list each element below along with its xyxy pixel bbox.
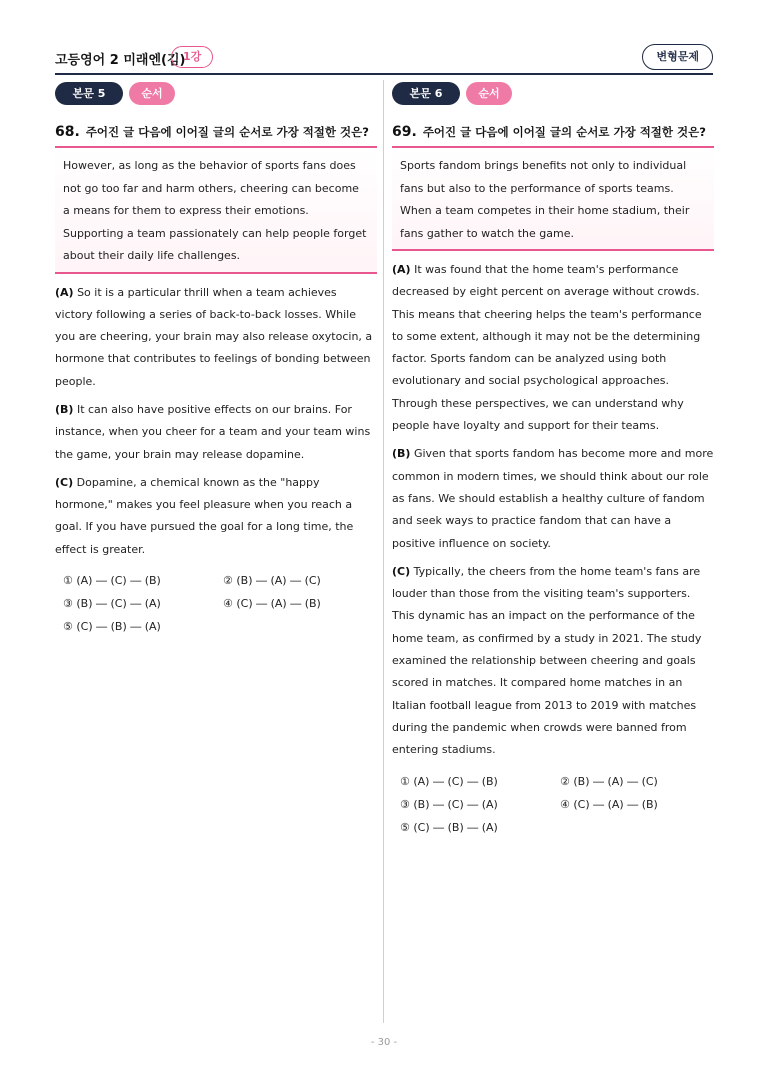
choice-4[interactable]: ④ (C) ― (A) ― (B): [560, 797, 658, 811]
paragraph-label: (B): [392, 447, 411, 461]
choice-3[interactable]: ③ (B) ― (C) ― (A): [400, 797, 498, 811]
paragraph-b: [55, 399, 377, 466]
choice-5[interactable]: ⑤ (C) ― (B) ― (A): [400, 820, 498, 834]
tag-row: [55, 82, 377, 106]
choice-row: [63, 569, 377, 592]
question-text: 주어진 글 다음에 이어질 글의 순서로 가장 적절한 것은?: [85, 125, 369, 139]
question-heading: [392, 124, 714, 142]
paragraph-b: [392, 443, 714, 554]
paragraph-a: [55, 282, 377, 393]
paragraph-text: It was found that the home team's performance decreased by eight percent on average without crowds. This means that cheering helps the team's performance to some extent, although it may not be the determining factor. Sports fandom can be analyzed using both evolutionary and social psychological approaches. Through these perspectives, we can understand why people have loyalty and support for their teams.: [392, 263, 702, 433]
paragraph-label: (C): [55, 475, 74, 489]
paragraph-a: [392, 259, 714, 437]
choice-row: [63, 615, 377, 638]
choice-1[interactable]: ① (A) ― (C) ― (B): [400, 774, 498, 788]
book-title: 고등영어 2 미래엔(김): [55, 53, 186, 68]
passage-tag: 본문 5: [55, 82, 123, 105]
paragraph-label: (A): [55, 285, 74, 299]
answer-choices: [55, 569, 377, 638]
order-type-tag: 순서: [466, 82, 512, 105]
choice-1[interactable]: ① (A) ― (C) ― (B): [63, 574, 161, 588]
question-69-column: [392, 82, 714, 839]
paragraph-label: (A): [392, 263, 411, 276]
paragraph-list: [55, 282, 377, 562]
given-passage-box: [55, 146, 377, 274]
page-header: [55, 42, 713, 74]
lesson-badge: 1강: [171, 46, 213, 68]
given-passage-text: However, as long as the behavior of sports fans does not go too far and harm others, cheering can become a means for them to express their emotions. Supporting a team passionately can help people forget about their daily life challenges.: [63, 159, 367, 262]
paragraph-list: [392, 259, 714, 762]
choice-2[interactable]: ② (B) ― (A) ― (C): [560, 774, 658, 788]
paragraph-text: Dopamine, a chemical known as the "happy hormone," makes you feel pleasure when you reach a goal. If you have pursued the goal for a long time, the effect is greater.: [55, 475, 354, 556]
header-rule: [55, 73, 713, 75]
choice-5[interactable]: ⑤ (C) ― (B) ― (A): [63, 620, 161, 634]
question-68-column: [55, 82, 377, 638]
choice-row: [63, 592, 377, 615]
question-number: 68.: [55, 124, 80, 140]
paragraph-text: Given that sports fandom has become more and more common in modern times, we should think about our role as fans. We should establish a healthy culture of fandom and seek ways to practice fandom that can have a positive influence on society.: [392, 447, 714, 550]
tag-row: [392, 82, 714, 106]
question-type-badge: 변형문제: [642, 44, 713, 70]
question-text: 주어진 글 다음에 이어질 글의 순서로 가장 적절한 것은?: [422, 125, 706, 139]
given-passage-text: Sports fandom brings benefits not only to individual fans but also to the performance of sports teams. When a team competes in their home stadium, their fans gather to watch the game.: [400, 159, 690, 240]
column-divider: [383, 80, 384, 1023]
question-number: 69.: [392, 124, 417, 140]
choice-row: [400, 816, 714, 839]
given-passage-box: [392, 146, 714, 251]
paragraph-text: Typically, the cheers from the home team's fans are louder than those from the visiting team's supporters. This dynamic has an impact on the performance of the home team, as confirmed by a study in 2021. The study examined the relationship between cheering and goals scored in matches. It compared home matches in an Italian football league from 2013 to 2019 with matches during the pandemic when crowds were banned from entering stadiums.: [392, 564, 702, 757]
choice-4[interactable]: ④ (C) ― (A) ― (B): [223, 597, 321, 611]
page-number: - 30 -: [370, 1037, 398, 1048]
question-heading: [55, 124, 377, 142]
choice-row: [400, 793, 714, 816]
paragraph-text: It can also have positive effects on our brains. For instance, when you cheer for a team and your team wins the game, your brain may release dopamine.: [55, 402, 371, 461]
paragraph-text: So it is a particular thrill when a team achieves victory following a series of back-to-back losses. While you are cheering, your brain may also release oxytocin, a hormone that contributes to feelings of bonding between people.: [55, 285, 373, 388]
paragraph-c: [392, 561, 714, 762]
choice-row: [400, 770, 714, 793]
passage-tag: 본문 6: [392, 82, 460, 105]
choice-2[interactable]: ② (B) ― (A) ― (C): [223, 574, 321, 588]
order-type-tag: 순서: [129, 82, 175, 105]
paragraph-label: (B): [55, 402, 74, 416]
answer-choices: [392, 770, 714, 839]
choice-3[interactable]: ③ (B) ― (C) ― (A): [63, 597, 161, 611]
paragraph-c: [55, 472, 377, 561]
paragraph-label: (C): [392, 564, 411, 578]
